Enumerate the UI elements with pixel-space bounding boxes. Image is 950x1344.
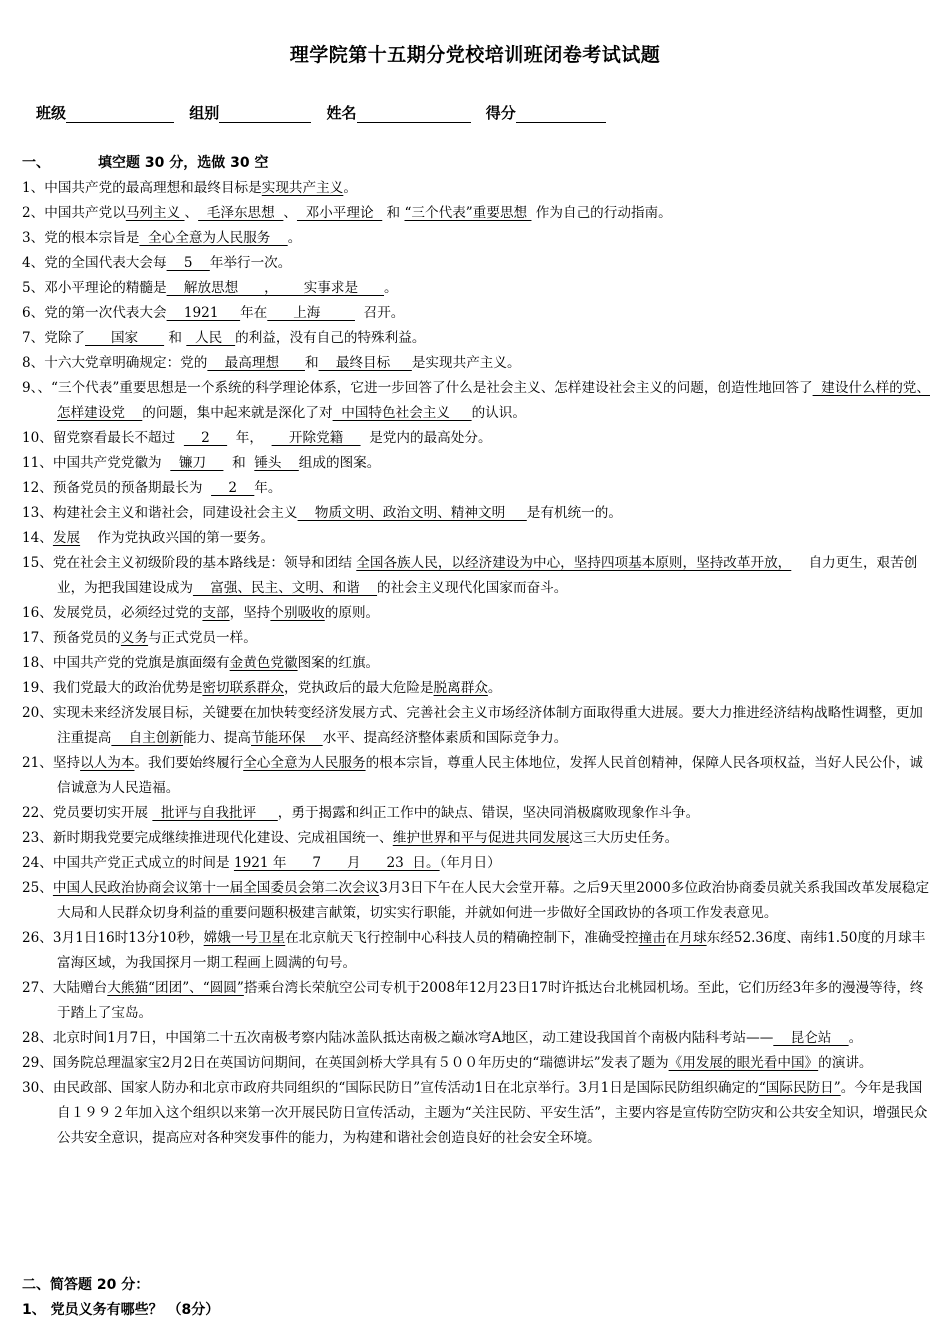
answer-text: “三个代表”重要思想 (404, 205, 532, 221)
section-heading-short-answer (22, 1274, 149, 1294)
answer-text: 密切联系群众 (202, 680, 284, 696)
group-blank (219, 105, 311, 123)
question-text: 2、中国共产党以 (22, 205, 126, 221)
answer-text: 物质文明、政治文明、精神文明 (297, 505, 527, 521)
question-item (22, 301, 930, 326)
question-text: 搭乘台湾长荣航空公司专机于2008年12月23日17时许抵达台北桃园机场。至此，它们历经3年多的漫漫等待，终于踏上了宝岛。 (57, 980, 924, 1021)
answer-text: 马列主义 (125, 205, 185, 221)
answer-text: 撞击 (638, 930, 666, 946)
question-item (22, 226, 930, 251)
answer-text: 人民 (186, 330, 236, 346)
answer-text: 全心全意为人民服务 (243, 755, 366, 771)
answer-text: 最高理想 (207, 355, 305, 371)
question-list (22, 176, 930, 1151)
question-item (22, 601, 930, 626)
answer-text: 中国人民政治协商会议第十一届全国委员会第二次会议 (52, 880, 380, 896)
question-item (22, 176, 930, 201)
question-text: 17、预备党员的 (22, 630, 121, 646)
section2-number: 二、 (22, 1277, 50, 1293)
class-label: 班级 (36, 104, 67, 122)
question-text: 。今年是我国自１９９２年加入这个组织以来第一次开展民防日宣传活动，主题为“关注民防、平安生活”，主要内容是宣传防空防灾和公共安全知识，增强民众公共安全意识，提高应对各种突发事件的能力，为构建和谐社会创造良好的社会安全环境。 (57, 1080, 928, 1146)
answer-text: 实现共产主义 (261, 180, 344, 196)
answer-text: 批评与自我批评 (152, 805, 278, 821)
question-text: 29、国务院总理温家宝2月2日在英国访问期间，在英国剑桥大学具有５００年历史的“瑞德讲坛”发表了题为 (22, 1055, 669, 1071)
answer-text: 1921 年 7 月 23 日。 (233, 855, 440, 871)
question-item (22, 751, 930, 801)
question-item (22, 551, 930, 601)
question-text: 。 (287, 230, 302, 246)
question-item (22, 501, 930, 526)
answer-text: 脱离群众 (433, 680, 488, 696)
question-text: ，党执政后的最大危险是 (283, 680, 434, 696)
question-text: 21、坚持 (22, 755, 81, 771)
question-text: 作为党执政兴国的第一要务。 (80, 530, 275, 546)
question-text: 26、3月1日16时13分10秒， (22, 930, 204, 946)
question-text: 年， (227, 430, 272, 446)
question-text: 4、党的全国代表大会每 (22, 255, 167, 271)
question-text: 9、、“三个代表”重要思想是一个系统的科学理论体系，它进一步回答了什么是社会主义、怎样建设社会主义的问题，创造性地回答了 (22, 380, 813, 396)
question-text: 5、邓小平理论的精髓是 (22, 280, 167, 296)
group-label: 组别 (189, 104, 220, 122)
answer-text: 邓小平理论 (296, 205, 383, 221)
answer-text: 毛泽东思想 (198, 205, 284, 221)
question-text: 8、十六大党章明确规定：党的 (22, 355, 208, 371)
question-text: 和 (164, 330, 187, 346)
question-item (22, 526, 930, 551)
question-item (22, 651, 930, 676)
question-item (22, 351, 930, 376)
answer-text: 富强、民主、文明、和谐 (192, 580, 378, 596)
question-text: 6、党的第一次代表大会 (22, 305, 167, 321)
answer-text: 国家 (85, 330, 165, 346)
question-text: 1、中国共产党的最高理想和最终目标是 (22, 180, 262, 196)
question-text: 在 (665, 930, 680, 946)
question-text: ，坚持 (229, 605, 271, 621)
question-text: 、 (184, 205, 199, 221)
question-text: 7、党除了 (22, 330, 86, 346)
question-text: 自力更生，艰苦创业，为把我国建设成为 (57, 555, 918, 596)
answer-text: 以人为本 (80, 755, 135, 771)
question-text: 14、 (22, 530, 53, 546)
question-text: 10、留党察看最长不超过 (22, 430, 184, 446)
answer-text: 月球 (679, 930, 707, 946)
question-item (22, 251, 930, 276)
question-text: 在北京航天飞行控制中心科技人员的精确控制下，准确受控 (285, 930, 639, 946)
question-text: 和 (304, 355, 319, 371)
question-text: 27、大陆赠台 (22, 980, 108, 996)
question-item (22, 376, 930, 426)
answer-text: 上海 (267, 305, 355, 321)
answer-text: 金黄色党徽 (229, 655, 298, 671)
answer-text: 2 (183, 430, 228, 446)
question-item (22, 1051, 930, 1076)
answer-text: 解放思想 ， 实事求是 (166, 280, 385, 296)
question-text: 。我们要始终履行 (134, 755, 244, 771)
section2-title: 简答题 20 分： (50, 1277, 150, 1293)
answer-text: 昆仑站 (773, 1030, 849, 1046)
answer-text: 锤头 (254, 455, 299, 471)
question-text: 的原则。 (324, 605, 380, 621)
answer-text: 大熊猫“团团”、“圆圆” (107, 980, 244, 996)
question-text: 。 (487, 680, 502, 696)
answer-text: 节能环保 (251, 730, 323, 746)
question-text: 13、构建社会主义和谐社会，同建设社会主义 (22, 505, 298, 521)
answer-text: 个别吸收 (270, 605, 325, 621)
question-text: 。 (848, 1030, 863, 1046)
question-text: 与正式党员一样。 (148, 630, 257, 646)
question-text: 的根本宗旨，尊重人民主体地位，发挥人民首创精神，保障人民各项权益，当好人民公仆，诚信诚意为人民造福。 (57, 755, 923, 796)
question-item (22, 276, 930, 301)
answer-text: 镰刀 (170, 455, 224, 471)
answer-text: 建设什么样的党、怎样建设党 (57, 380, 930, 421)
question-text: 组成的图案。 (298, 455, 381, 471)
question-item (22, 426, 930, 451)
question-text: 年。 (254, 480, 282, 496)
question-item (22, 926, 930, 976)
section1-title: 填空题 30 分，选做 30 空 (98, 155, 269, 171)
score-blank (516, 105, 606, 123)
question-text: 的认识。 (471, 405, 526, 421)
question-text: 。 (384, 280, 398, 296)
question-text: 。 (343, 180, 357, 196)
question-text: 3月3日下午在人民大会堂开幕。之后9天里2000多位政治协商委员就关系我国改革发展稳定大局和人民群众切身利益的重要问题积极建言献策，切实实行职能，并就如何进一步做好全国政协的各项工作发表意见。 (57, 880, 930, 921)
question-text: 是有机统一的。 (526, 505, 622, 521)
question-text: 和 (223, 455, 255, 471)
question-text: 的演讲。 (818, 1055, 873, 1071)
question-text: 25、 (22, 880, 53, 896)
question-text: 12、预备党员的预备期最长为 (22, 480, 212, 496)
question-text: 18、中国共产党的党旗是旗面缀有 (22, 655, 230, 671)
question-text: 23、新时期我党要完成继续推进现代化建设、完成祖国统一、 (22, 830, 393, 846)
answer-text: 2 (211, 480, 255, 496)
answer-text: 5 (166, 255, 210, 271)
question-text: 是党内的最高处分。 (360, 430, 492, 446)
answer-text: 中国特色社会主义 (332, 405, 472, 421)
question-item (22, 826, 930, 851)
question-text: 、 (283, 205, 297, 221)
question-item (22, 676, 930, 701)
question-text: 的社会主义现代化国家而奋斗。 (377, 580, 568, 596)
question-text: 24、中国共产党正式成立的时间是 (22, 855, 234, 871)
question-text: 这三大历史任务。 (569, 830, 679, 846)
answer-text: 《用发展的眼光看中国》 (668, 1055, 819, 1071)
question-text: 和 (382, 205, 405, 221)
question-item (22, 476, 930, 501)
name-blank (357, 105, 471, 123)
question-item (22, 201, 930, 226)
question-text: （年月日） (439, 855, 501, 871)
question-item (22, 976, 930, 1026)
question-text: 的问题，集中起来就是深化了对 (142, 405, 333, 421)
question-text: 20、实现未来经济发展目标，关键要在加快转变经济发展方式、完善社会主义市场经济体制方面取得重大进展。要大力推进经济结构战略性调整，更加注重提高 (22, 705, 923, 746)
question-text: 东经52.36度、南纬1.50度的月球丰富海区域，为我国探月一期工程画上圆满的句号。 (57, 930, 926, 971)
question-text: 作为自己的行动指南。 (531, 205, 672, 221)
question-text: 16、发展党员，必须经过党的 (22, 605, 203, 621)
question-item (22, 1026, 930, 1051)
answer-text: 支部 (202, 605, 230, 621)
question-text: 年举行一次。 (209, 255, 292, 271)
section-heading-fill-in (22, 152, 268, 172)
question-item (22, 451, 930, 476)
answer-text: “国际民防日” (758, 1080, 841, 1096)
question-text: 图案的红旗。 (297, 655, 380, 671)
name-label: 姓名 (326, 104, 357, 122)
question-item (22, 701, 930, 751)
question-text: 3、党的根本宗旨是 (22, 230, 140, 246)
answer-text: 自主创新 (111, 730, 184, 746)
answer-text: 开除党籍 (271, 430, 361, 446)
question-text: 11、中国共产党党徽为 (22, 455, 171, 471)
answer-text: 义务 (120, 630, 149, 646)
answer-text: 最终目标 (318, 355, 412, 371)
section1-number: 一、 (22, 155, 50, 171)
answer-text: 全国各族人民，以经济建设为中心，坚持四项基本原则，坚持改革开放， (356, 555, 792, 571)
question-text: ，勇于揭露和纠正工作中的缺点、错误，坚决同消极腐败现象作斗争。 (277, 805, 700, 821)
question-item (22, 326, 930, 351)
question-text: 水平、提高经济整体素质和国际竞争力。 (322, 730, 568, 746)
question-text: 年在 (240, 305, 268, 321)
exam-title: 理学院第十五期分党校培训班闭卷考试试题 (289, 44, 661, 66)
question-text: 的利益，没有自己的特殊利益。 (235, 330, 426, 346)
question-item (22, 1076, 930, 1151)
question-item (22, 626, 930, 651)
question-text: 30、由民政部、国家人防办和北京市政府共同组织的“国际民防日”宣传活动1日在北京举行。3月1日是国际民防组织确定的 (22, 1080, 759, 1096)
question-item (22, 876, 930, 926)
question-text: 15、党在社会主义初级阶段的基本路线是：领导和团结 (22, 555, 357, 571)
question-text: 22、党员要切实开展 (22, 805, 153, 821)
question-text: 19、我们党最大的政治优势是 (22, 680, 203, 696)
short-answer-question-1: 1、 党员义务有哪些？ （8分） (22, 1302, 220, 1318)
question-item (22, 851, 930, 876)
student-info-row (36, 102, 616, 123)
answer-text: 嫦娥一号卫星 (203, 930, 286, 946)
answer-text: 1921 (166, 305, 241, 321)
answer-text: 全心全意为人民服务 (139, 230, 288, 246)
question-item (22, 801, 930, 826)
question-text: 是实现共产主义。 (411, 355, 521, 371)
question-text: 28、北京时间1月7日，中国第二十五次南极考察内陆冰盖队抵达南极之巅冰穹A地区，动工建设我国首个南极内陆科考站—— (22, 1030, 774, 1046)
answer-text: 发展 (52, 530, 81, 546)
question-text: 召开。 (354, 305, 405, 321)
class-blank (66, 105, 174, 123)
answer-text: 维护世界和平与促进共同发展 (392, 830, 570, 846)
question-text: 能力、提高 (183, 730, 252, 746)
score-label: 得分 (485, 104, 516, 122)
